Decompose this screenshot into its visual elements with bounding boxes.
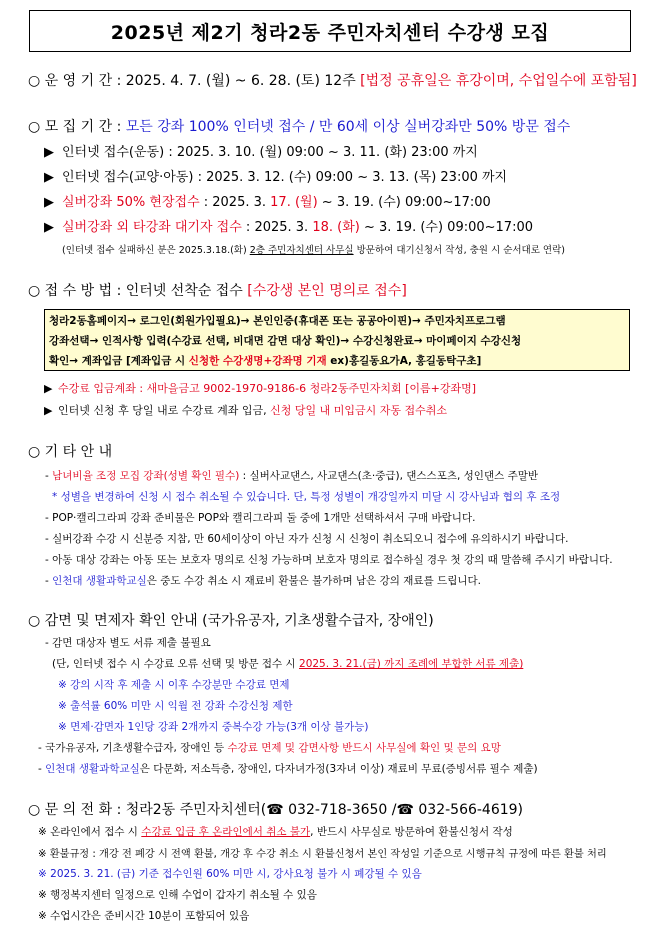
contact-note: ※ 온라인에서 접수 시 수강료 입금 후 온라인에서 취소 불가, 반드시 사무실로 방문하여 환불신청서 작성 [38,826,513,838]
etc-info-heading: ○ 기 타 안 내 [28,444,113,460]
etc-item: - 인천대 생활과학교실은 중도 수강 취소 시 재료비 환불은 불가하며 남은 강의 재료를 드립니다. [45,575,481,587]
triangle-right-icon: ▶ [44,195,54,210]
application-method: ○ 접 수 방 법 : 인터넷 선착순 접수 [수강생 본인 명의로 접수] [28,283,407,299]
application-process-box [44,309,630,371]
etc-item: * 성별을 변경하여 신청 시 접수 취소될 수 있습니다. 단, 특정 성별이 개강일까지 미달 시 강사님과 협의 후 조정 [52,491,561,503]
discount-item: (단, 인터넷 접수 시 수강료 오류 선택 및 방문 접수 시 2025. 3. 21.(금) 까지 조례에 부합한 서류 제출) [52,658,524,670]
triangle-right-icon: ▶ [44,220,54,235]
waitlist-item: ▶ 실버강좌 외 타강좌 대기자 접수 : 2025. 3. 18. (화) ~ 3. 19. (수) 09:00~17:00 [44,220,533,235]
discount-heading: ○ 감면 및 면제자 확인 안내 (국가유공자, 기초생활수급자, 장애인) [28,613,434,629]
contact-note: ※ 수업시간은 준비시간 10분이 포함되어 있음 [38,910,250,922]
contact-heading: ○ 문 의 전 화 : 청라2동 주민자치센터(☎ 032-718-3650 /☎ 032-566-4619) [28,802,524,818]
contact-note: ※ 환불규정 : 개강 전 폐강 시 전액 환불, 개강 후 수강 취소 시 환불신청서 본인 작성일 기준으로 시행규칙 규정에 따른 환불 처리 [38,849,607,860]
auto-cancel-note: ▶ 인터넷 신청 후 당일 내로 수강료 계좌 입금, 신청 당일 내 미입금시 자동 접수취소 [44,404,447,417]
discount-item: ※ 면제·감면자 1인당 강좌 2개까지 중복수강 가능(3개 이상 불가능) [58,721,369,733]
process-line: 강좌선택→ 인적사항 입력(수강료 선택, 비대면 감면 대상 확인)→ 수강신청완료→ 마이페이지 수강신청 [49,335,522,347]
internet-sports-item: ▶ 인터넷 접수(운동) : 2025. 3. 10. (월) 09:00 ~ 3. 11. (화) 23:00 까지 [44,145,478,160]
operation-period: ○ 운 영 기 간 : 2025. 4. 7. (월) ~ 6. 28. (토) 12주 [법정 공휴일은 휴강이며, 수업일수에 포함됨] [28,73,637,89]
triangle-right-icon: ▶ [44,170,54,185]
discount-item: - 감면 대상자 별도 서류 제출 불필요 [45,637,211,649]
internet-culture-item: ▶ 인터넷 접수(교양·아동) : 2025. 3. 12. (수) 09:00 ~ 3. 13. (목) 23:00 까지 [44,170,508,185]
payment-account: ▶ 수강료 입금계좌 : 새마을금고 9002-1970-9186-6 청라2동주민자치회 [이름+강좌명] [44,382,477,395]
discount-item: - 인천대 생활과학교실은 다문화, 저소득층, 장애인, 다자녀가정(3자녀 이상) 재료비 무료(증빙서류 필수 제출) [38,763,538,775]
triangle-right-icon: ▶ [44,404,53,417]
etc-item: - 실버강좌 수강 시 신분증 지참, 만 60세이상이 아닌 자가 신청 시 신청이 취소되오니 접수에 유의하시기 바랍니다. [45,533,569,545]
contact-note: ※ 2025. 3. 21. (금) 기준 접수인원 60% 미만 시, 강사요청 불가 시 폐강될 수 있음 [38,868,422,880]
discount-item: ※ 출석률 60% 미만 시 익월 전 강좌 수강신청 제한 [58,700,293,712]
process-line: 청라2동홈페이지→ 로그인(회원가입필요)→ 본인인증(휴대폰 또는 공공아이핀)→ 주민자치프로그램 [49,315,506,327]
etc-item: - 아동 대상 강좌는 아동 또는 보호자 명의로 신청 가능하며 보호자 명의로 접수하실 경우 첫 강의 때 말씀해 주시기 바랍니다. [45,554,613,566]
silver-onsite-item: ▶ 실버강좌 50% 현장접수 : 2025. 3. 17. (월) ~ 3. 19. (수) 09:00~17:00 [44,195,491,210]
process-line: 확인→ 계좌입금 [계좌입금 시 신청한 수강생명+강좌명 기재 ex)홍길동요가A, 홍길동탁구초] [49,355,482,367]
etc-item: - POP·캘리그라피 강좌 준비물은 POP와 캘리그라피 둘 중에 1개만 선택하셔서 구매 바랍니다. [45,512,476,524]
waitlist-note: (인터넷 접수 실패하신 분은 2025.3.18.(화) 2층 주민자치센터 사무실 방문하여 대기신청서 작성, 충원 시 순서대로 연락) [62,245,565,256]
discount-item: - 국가유공자, 기초생활수급자, 장애인 등 수강료 면제 및 감면사항 반드시 사무실에 확인 및 문의 요망 [38,742,501,754]
triangle-right-icon: ▶ [44,382,53,395]
contact-note: ※ 행정복지센터 일정으로 인해 수업이 갑자기 취소될 수 있음 [38,889,317,901]
triangle-right-icon: ▶ [44,145,54,160]
etc-item: - 남녀비율 조정 모집 강좌(성별 확인 필수) : 실버사교댄스, 사교댄스(초·중급), 댄스스포츠, 성인댄스 주말반 [45,470,538,482]
page-title: 2025년 제2기 청라2동 주민자치센터 수강생 모집 [29,10,631,52]
discount-item: ※ 강의 시작 후 제출 시 이후 수강분만 수강료 면제 [58,679,290,691]
recruit-period: ○ 모 집 기 간 : 모든 강좌 100% 인터넷 접수 / 만 60세 이상 실버강좌만 50% 방문 접수 [28,119,571,135]
